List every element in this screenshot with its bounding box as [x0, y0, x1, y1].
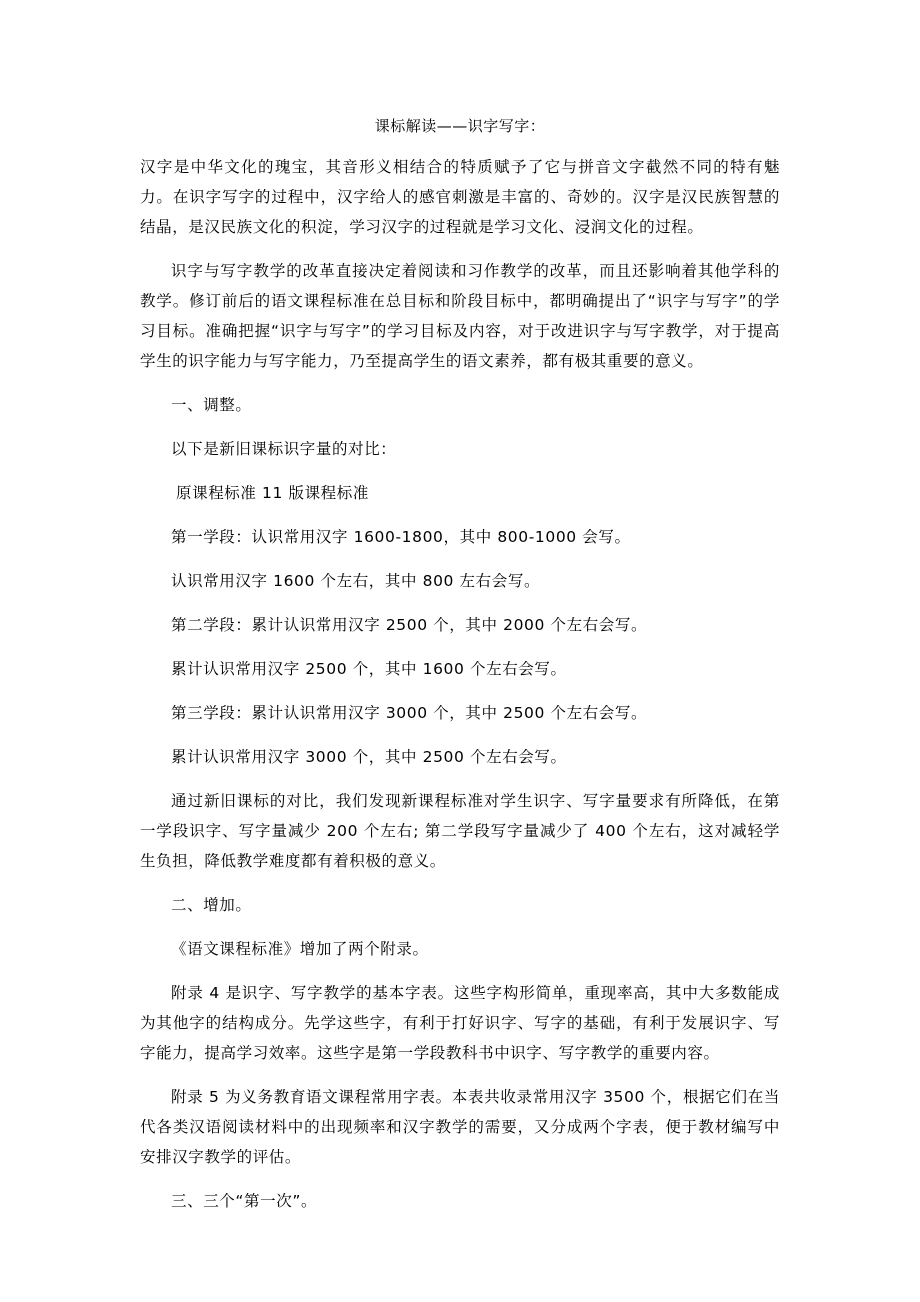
paragraph-comparison-intro: 以下是新旧课标识字量的对比： [171, 440, 397, 458]
document-body [140, 114, 780, 1230]
section-heading-add: 二、增加。 [171, 896, 252, 914]
stage-one-new: 认识常用汉字 1600 个左右，其中 800 左右会写。 [171, 572, 541, 590]
stage-three-old: 第三学段：累计认识常用汉字 3000 个，其中 2500 个左右会写。 [171, 704, 648, 722]
comparison-header: 原课程标准 11 版课程标准 [176, 484, 369, 502]
stage-two-new: 累计认识常用汉字 2500 个，其中 1600 个左右会写。 [171, 660, 567, 678]
document-title: 课标解读——识字写字： [374, 117, 546, 135]
paragraph-appendix-4: 附录 4 是识字、写字教学的基本字表。这些字构形简单，重现率高，其中大多数能成为其他字的结构成分。先学这些字，有利于打好识字、写字的基础，有利于发展识字、写字能力，提高学习效率。这些字是第一学段教科书中识字、写字教学的重要内容。 [140, 984, 780, 1062]
stage-one-old: 第一学段：认识常用汉字 1600-1800，其中 800-1000 会写。 [171, 528, 631, 546]
section-heading-adjust: 一、调整。 [171, 396, 252, 414]
paragraph-intro: 汉字是中华文化的瑰宝，其音形义相结合的特质赋予了它与拼音文字截然不同的特有魅力。在识字写字的过程中，汉字给人的感官刺激是丰富的、奇妙的。汉字是汉民族智慧的结晶，是汉民族文化的积淀，学习汉字的过程就是学习文化、浸润文化的过程。 [140, 158, 780, 236]
paragraph-comparison-summary: 通过新旧课标的对比，我们发现新课程标准对学生识字、写字量要求有所降低，在第一学段识字、写字量减少 200 个左右; 第二学段写字量减少了 400 个左右，这对减轻学生负担，降低教学难度都有着积极的意义。 [140, 792, 780, 870]
stage-three-new: 累计认识常用汉字 3000 个，其中 2500 个左右会写。 [171, 748, 567, 766]
paragraph-reform: 识字与写字教学的改革直接决定着阅读和习作教学的改革，而且还影响着其他学科的教学。修订前后的语文课程标准在总目标和阶段目标中，都明确提出了“识字与写字”的学习目标。准确把握“识字与写字”的学习目标及内容，对于改进识字与写字教学，对于提高学生的识字能力与写字能力，乃至提高学生的语文素养，都有极其重要的意义。 [140, 262, 780, 370]
paragraph-appendices: 《语文课程标准》增加了两个附录。 [171, 940, 429, 958]
paragraph-appendix-5: 附录 5 为义务教育语文课程常用字表。本表共收录常用汉字 3500 个，根据它们在当代各类汉语阅读材料中的出现频率和汉字教学的需要，又分成两个字表，便于教材编写中安排汉字教学的评估。 [140, 1088, 780, 1166]
stage-two-old: 第二学段：累计认识常用汉字 2500 个，其中 2000 个左右会写。 [171, 616, 648, 634]
section-heading-firsts: 三、三个“第一次”。 [171, 1192, 318, 1210]
